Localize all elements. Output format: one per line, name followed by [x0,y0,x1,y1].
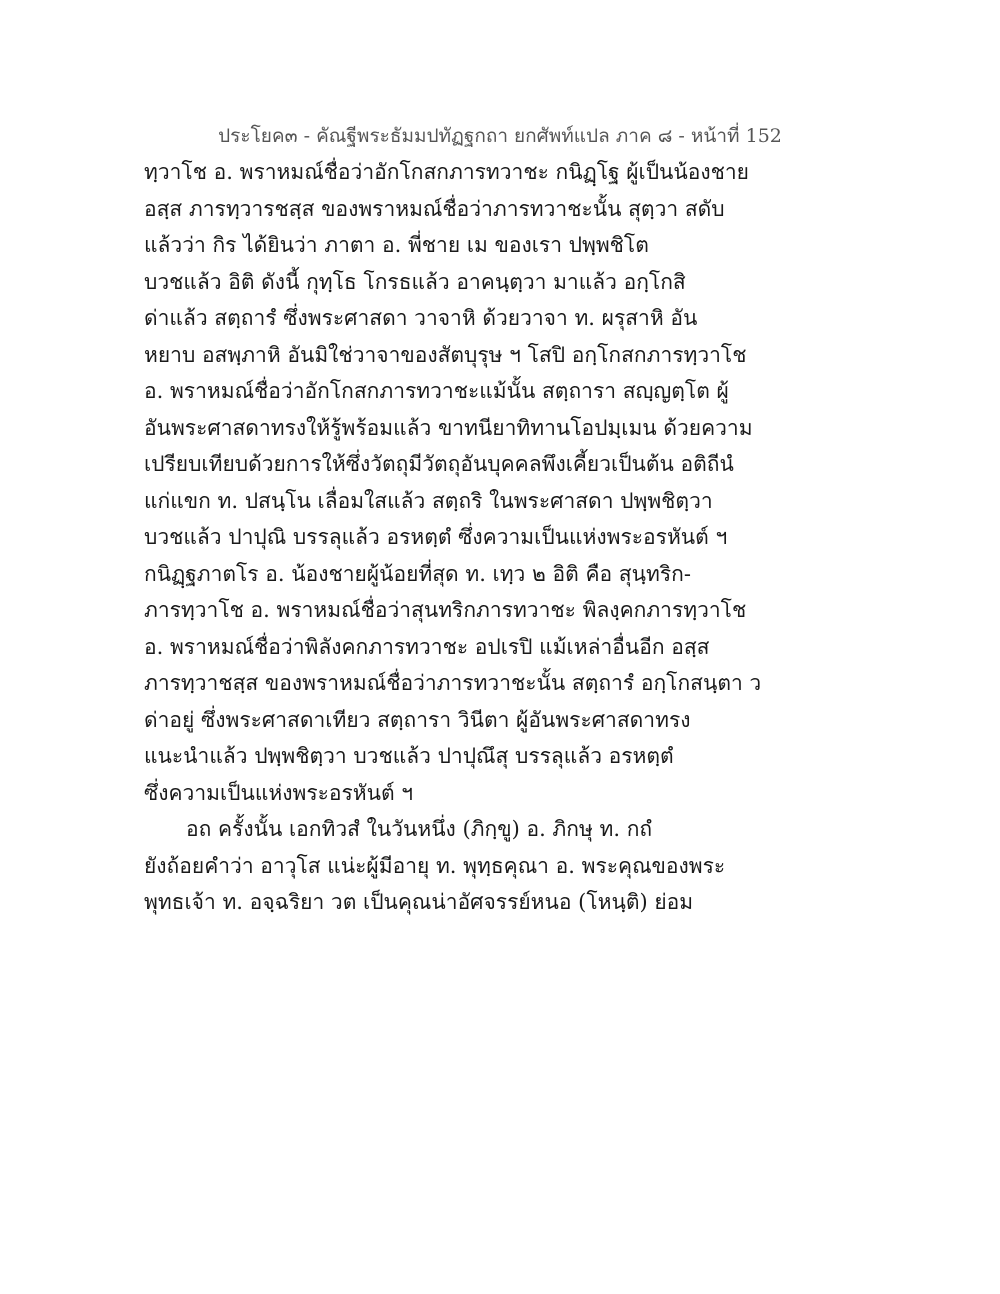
text-line: ด่าอยู่ ซึ่งพระศาสดาเทียว สตฺถารา วินีตา ผู้อันพระศาสดาทรง [144,707,691,732]
text-line: พุทธเจ้า ท. อจฺฉริยา วต เป็นคุณน่าอัศจรรย์หนอ (โหนฺติ) ย่อม [144,890,694,914]
text-line: ภารทฺวาโช อ. พราหมณ์ชื่อว่าสุนทริกภารทวาชะ พิลงฺคกภารทฺวาโช [144,598,747,622]
text-line: แล้วว่า กิร ได้ยินว่า ภาตา อ. พี่ชาย เม ของเรา ปพฺพชิโต [144,233,649,257]
text-line: ยังถ้อยคำว่า อาวุโส แน่ะผู้มีอายุ ท. พุทฺธคุณา อ. พระคุณของพระ [144,853,726,878]
text-line: บวชแล้ว อิติ ดังนี้ กุทฺโธ โกรธแล้ว อาคนฺตฺวา มาแล้ว อกฺโกสิ [144,269,686,294]
text-line: ซึ่งความเป็นแห่งพระอรหันต์ ฯ [144,780,414,805]
text-line: กนิฏฺฐภาตโร อ. น้องชายผู้น้อยที่สุด ท. เทฺว ๒ อิติ คือ สุนฺทริก- [144,561,691,586]
page-header: ประโยค๓ - คัณฐีพระธัมมปทัฏฐกถา ยกศัพท์แปล ภาค ๘ - หน้าที่ 152 [218,125,782,147]
text-line: อ. พราหมณ์ชื่อว่าพิลังคกภารทวาชะ อปเรปิ แม้เหล่าอื่นอีก อสฺส [144,634,710,659]
text-line: อันพระศาสดาทรงให้รู้พร้อมแล้ว ขาทนียาทิทานโอปมฺเมน ด้วยความ [144,415,753,440]
text-line: อ. พราหมณ์ชื่อว่าอักโกสกภารทวาชะแม้นั้น สตฺถารา สญฺญตฺโต ผู้ [144,379,729,403]
paragraph-start-line: อถ ครั้งนั้น เอกทิวสํ ในวันหนึ่ง (ภิกฺขู) อ. ภิกษุ ท. กถํ [186,817,653,841]
text-line: อสฺส ภารทฺวารชสฺส ของพราหมณ์ชื่อว่าภารทวาชะนั้น สุตฺวา สดับ [144,196,725,221]
text-line: บวชแล้ว ปาปุณิ บรรลุแล้ว อรหตฺตํ ซึ่งความเป็นแห่งพระอรหันต์ ฯ [144,525,728,549]
text-line: แก่แขก ท. ปสนฺโน เลื่อมใสแล้ว สตฺถริ ในพระศาสดา ปพฺพชิตฺวา [144,488,713,513]
text-line: หยาบ อสพฺภาหิ อันมิใช่วาจาของสัตบุรุษ ฯ โสปิ อกฺโกสกภารทฺวาโช [144,342,747,367]
text-line: ภารทฺวาชสฺส ของพราหมณ์ชื่อว่าภารทวาชะนั้น สตฺถารํ อกฺโกสนฺตา ว [144,671,762,695]
text-line: ทฺวาโช อ. พราหมณ์ชื่อว่าอักโกสกภารทวาชะ กนิฏฺโฐ ผู้เป็นน้องชาย [144,160,749,184]
body-text [144,154,864,921]
text-line: เปรียบเทียบด้วยการให้ซึ่งวัตถุมีวัตถุอันบุคคลพึงเคี้ยวเป็นต้น อติถีนํ [144,452,734,476]
text-line: แนะนำแล้ว ปพฺพชิตฺวา บวชแล้ว ปาปุณึสุ บรรลุแล้ว อรหตฺตํ [144,744,674,768]
text-line: ด่าแล้ว สตฺถารํ ซึ่งพระศาสดา วาจาหิ ด้วยวาจา ท. ผรุสาหิ อัน [144,306,698,330]
